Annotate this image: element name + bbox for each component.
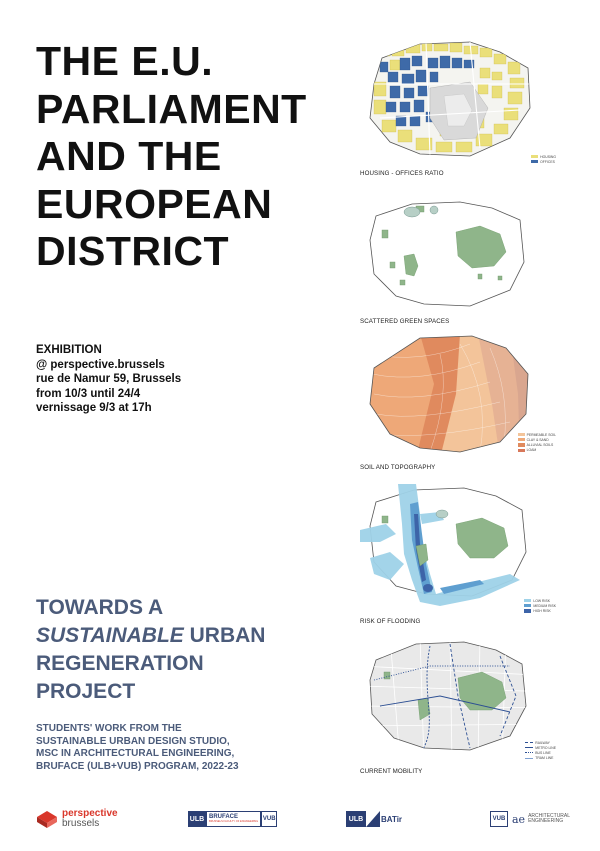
map-housing-offices [360,38,556,188]
ae-mark: ae [512,812,526,826]
ae-wordmark [525,814,570,825]
legend-swatch [524,609,531,612]
perspective-wordmark [62,809,118,829]
legend-label: ALLUVIAL SOILS [526,442,554,447]
bruface-logo [188,806,277,832]
credit-line: STUDENTS' WORK FROM THE [36,723,182,734]
batir-text: BATir [381,814,403,824]
legend-swatch [524,604,531,607]
bruface-subtext: BRUSSELS FACULTY OF ENGINEERING [209,820,259,824]
perspective-mark-icon [36,809,58,829]
flooding-risk-map [360,484,556,612]
vub-mark: VUB [490,811,508,827]
bruface-text: BRUFACE [209,813,239,820]
legend-swatch [525,758,533,759]
exhibition-info [36,343,276,416]
legend-label: OFFICES [540,159,555,164]
map-current-mobility [360,636,556,784]
map-soil-topography [360,334,556,484]
green-spaces-map [360,196,556,316]
ae-line: ENGINEERING [528,818,564,824]
legend-swatch [518,443,525,446]
title-line: THE E.U. [36,38,214,84]
perspective-brussels-logo [36,806,118,832]
ulb-mark: ULB [346,811,366,827]
legend-label: RAILWAY [535,740,550,745]
batir-logo [346,806,402,832]
legend-label: MEDIUM RISK [533,603,556,608]
subtitle-line: REGENERATION [36,652,204,675]
credit-line: SUSTAINABLE URBAN DESIGN STUDIO, [36,735,230,747]
legend-swatch [525,752,533,753]
legend-label: HOUSING [540,154,556,159]
title-line: DISTRICT [36,228,230,274]
legend-swatch [531,160,538,163]
venue: @ perspective.brussels [36,358,165,371]
ae-line: ARCHITECTURAL [528,812,571,819]
map-caption: RISK OF FLOODING [360,618,421,625]
legend-label: LOW RISK [533,598,550,603]
legend-label: METRO LINE [535,745,556,750]
subtitle-line [36,622,336,650]
vernissage: vernissage 9/3 at 17h [36,402,152,414]
credit-line: MSC IN ARCHITECTURAL ENGINEERING, [36,748,235,760]
legend-swatch [525,742,533,743]
students-credit [36,723,326,773]
partner-logos [0,800,600,840]
map-legend [518,432,556,453]
vub-mark: VUB [261,811,277,827]
legend-swatch [518,433,525,436]
map-caption: SCATTERED GREEN SPACES [360,318,450,325]
legend-label: HIGH RISK [533,608,551,613]
batir-mark-icon [366,811,380,827]
map-legend [531,154,556,164]
dates: from 10/3 until 24/4 [36,387,141,400]
perspective-text: perspective [62,808,118,819]
map-flooding-risk [360,484,556,630]
subtitle-rest: URBAN [183,624,266,647]
poster-title [36,38,356,276]
map-legend [524,598,556,614]
title-line: AND THE [36,133,222,179]
legend-label: BUS LINE [535,750,551,755]
brussels-text: brussels [62,818,100,829]
bruface-box [206,811,261,827]
address: rue de Namur 59, Brussels [36,373,182,385]
ulb-mark: ULB [188,811,206,827]
legend-label: LOAM [526,448,537,453]
legend-swatch [524,599,531,602]
map-caption: CURRENT MOBILITY [360,768,423,775]
map-green-spaces [360,196,556,332]
subtitle-emphasis: SUSTAINABLE [36,624,184,647]
map-caption: HOUSING - OFFICES RATIO [360,170,444,177]
legend-label: PERMEABLE SOIL [526,432,556,437]
title-line: EUROPEAN [36,180,273,227]
legend-swatch [525,747,533,748]
subtitle-line: TOWARDS A [36,596,164,619]
legend-label: CLAY & SAND [526,437,549,442]
legend-item [524,608,556,613]
legend-label: TRAM LINE [535,756,554,761]
legend-item [518,448,556,453]
map-caption: SOIL AND TOPOGRAPHY [360,464,436,471]
subtitle-line: PROJECT [36,680,136,703]
legend-item [531,159,556,164]
legend-swatch [518,438,525,441]
credit-line: BRUFACE (ULB+VUB) PROGRAM, 2022-23 [36,760,239,772]
title-line: PARLIAMENT [36,85,307,132]
project-subtitle [36,594,336,706]
map-legend [525,740,556,761]
exhibition-label: EXHIBITION [36,344,102,356]
ae-logo [490,806,570,832]
legend-swatch [518,449,525,452]
legend-item [525,756,556,761]
housing-offices-map [360,38,556,168]
legend-swatch [531,155,538,158]
